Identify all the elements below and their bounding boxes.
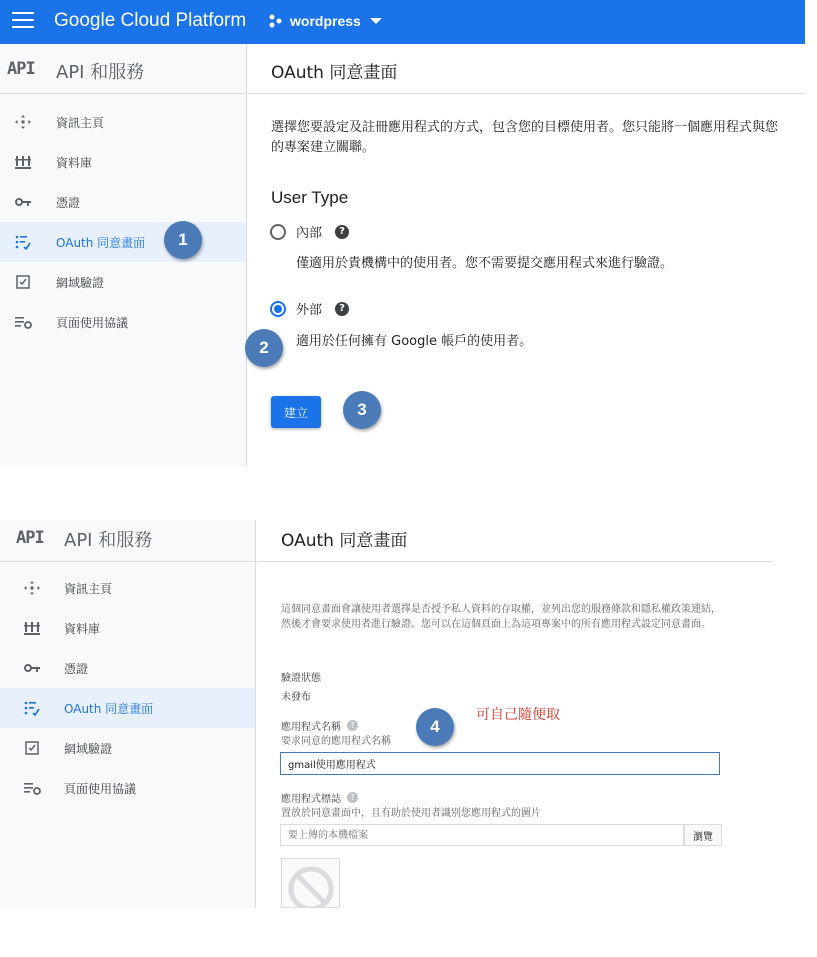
sidebar-nav	[0, 562, 255, 808]
sidebar-item-label: OAuth 同意畫面	[64, 701, 154, 716]
step-marker-1: 1	[164, 221, 202, 259]
radio-description: 僅適用於貴機構中的使用者。您不需要提交應用程式來進行驗證。	[296, 256, 674, 271]
sidebar-item-label: 網域驗證	[64, 741, 113, 756]
radio-label: 內部	[296, 226, 323, 241]
logo-placeholder	[281, 858, 340, 908]
sidebar-item-credentials[interactable]	[0, 182, 246, 222]
consent-icon	[14, 234, 32, 250]
project-name: wordpress	[290, 13, 361, 29]
app-name-label	[281, 718, 358, 733]
create-button[interactable]: 建立	[271, 396, 321, 428]
sidebar-item-label: 資訊主頁	[56, 115, 105, 130]
settings-list-icon	[14, 314, 32, 330]
app-name-input[interactable]	[280, 752, 720, 775]
help-icon[interactable]: ?	[347, 792, 358, 803]
hamburger-menu-icon[interactable]	[12, 12, 34, 30]
consent-screen-user-type-panel	[0, 44, 805, 467]
main-header	[248, 44, 805, 94]
sidebar-item-page-usage-agreement[interactable]	[0, 768, 255, 808]
main-content	[248, 44, 805, 467]
help-icon[interactable]: ?	[335, 225, 349, 239]
checkbox-icon	[14, 274, 32, 290]
app-logo-label-text: 應用程式標誌	[281, 794, 341, 805]
app-logo-hint: 置放於同意畫面中，且有助於使用者識別您應用程式的圖片	[281, 808, 541, 819]
sidebar-item-label: 資料庫	[56, 155, 93, 170]
app-logo-label	[281, 790, 358, 805]
radio-button-unchecked[interactable]	[270, 224, 286, 240]
radio-label: 外部	[296, 303, 323, 318]
sidebar-item-label: OAuth 同意畫面	[56, 235, 146, 250]
sidebar-item-library[interactable]	[0, 608, 255, 648]
sidebar-item-dashboard[interactable]	[0, 102, 246, 142]
dashboard-icon	[23, 580, 41, 596]
verification-status-label: 驗證狀態	[281, 673, 321, 684]
settings-list-icon	[23, 780, 41, 796]
sidebar-item-library[interactable]	[0, 142, 246, 182]
verification-status-value: 未發布	[281, 692, 311, 703]
top-app-bar	[0, 0, 805, 44]
sidebar-nav	[0, 94, 246, 342]
sidebar-item-credentials[interactable]	[0, 648, 255, 688]
radio-external[interactable]	[270, 299, 349, 318]
page-description: 選擇您要設定及註冊應用程式的方式，包含您的目標使用者。您只能將一個應用程式與您的專案建立關聯。	[271, 120, 779, 155]
key-icon	[23, 660, 41, 676]
file-path-input[interactable]	[280, 824, 684, 846]
sidebar-title: API 和服務	[56, 62, 145, 83]
help-icon[interactable]: ?	[335, 302, 349, 316]
sidebar-item-dashboard[interactable]	[0, 568, 255, 608]
sidebar-item-label: 資訊主頁	[64, 581, 113, 596]
user-type-heading: User Type	[271, 188, 349, 207]
sidebar-item-oauth-consent[interactable]	[0, 688, 255, 728]
consent-screen-config-panel	[0, 520, 805, 908]
sidebar-item-label: 頁面使用協議	[56, 315, 129, 330]
sidebar-item-label: 憑證	[56, 195, 81, 210]
sidebar-item-label: 網域驗證	[56, 275, 105, 290]
sidebar-item-page-usage-agreement[interactable]	[0, 302, 246, 342]
app-name-hint: 要求同意的應用程式名稱	[281, 736, 391, 747]
help-icon[interactable]: ?	[347, 720, 358, 731]
step-marker-3: 3	[343, 391, 381, 429]
sidebar	[0, 44, 247, 467]
sidebar-item-oauth-consent[interactable]	[0, 222, 246, 262]
dashboard-icon	[14, 114, 32, 130]
no-image-icon	[282, 859, 340, 908]
page-title: OAuth 同意畫面	[281, 531, 408, 551]
browse-button[interactable]: 瀏覽	[684, 824, 722, 846]
sidebar-item-domain-verification[interactable]	[0, 728, 255, 768]
chevron-down-icon	[370, 18, 382, 24]
step-marker-4: 4	[416, 708, 454, 746]
sidebar-header	[0, 44, 246, 94]
key-icon	[14, 194, 32, 210]
library-icon	[14, 154, 32, 170]
project-selector[interactable]	[268, 13, 382, 29]
app-name-label-text: 應用程式名稱	[281, 722, 341, 733]
sidebar-item-label: 憑證	[64, 661, 89, 676]
api-logo-icon: API	[16, 528, 44, 548]
api-logo-icon: API	[7, 59, 35, 79]
library-icon	[23, 620, 41, 636]
page-title: OAuth 同意畫面	[271, 63, 398, 83]
main-header	[257, 520, 773, 562]
sidebar	[0, 520, 256, 908]
radio-button-checked[interactable]	[270, 301, 286, 317]
sidebar-title: API 和服務	[64, 530, 153, 551]
project-dots-icon	[268, 13, 284, 29]
sidebar-item-label: 資料庫	[64, 621, 101, 636]
checkbox-icon	[23, 740, 41, 756]
sidebar-item-label: 頁面使用協議	[64, 781, 137, 796]
radio-description: 適用於任何擁有 Google 帳戶的使用者。	[296, 334, 533, 349]
consent-description: 這個同意畫面會讓使用者選擇是否授予私人資料的存取權，並列出您的服務條款和隱私權政策連結，然後才會要求使用者進行驗證。您可以在這個頁面上為這項專案中的所有應用程式設定同意畫面。	[281, 604, 721, 630]
step-marker-2: 2	[245, 329, 283, 367]
sidebar-header	[0, 520, 255, 562]
sidebar-item-domain-verification[interactable]	[0, 262, 246, 302]
radio-internal[interactable]	[270, 222, 349, 241]
consent-icon	[23, 700, 41, 716]
annotation-note: 可自己隨便取	[476, 707, 560, 723]
brand-title[interactable]: Google Cloud Platform	[54, 10, 247, 31]
